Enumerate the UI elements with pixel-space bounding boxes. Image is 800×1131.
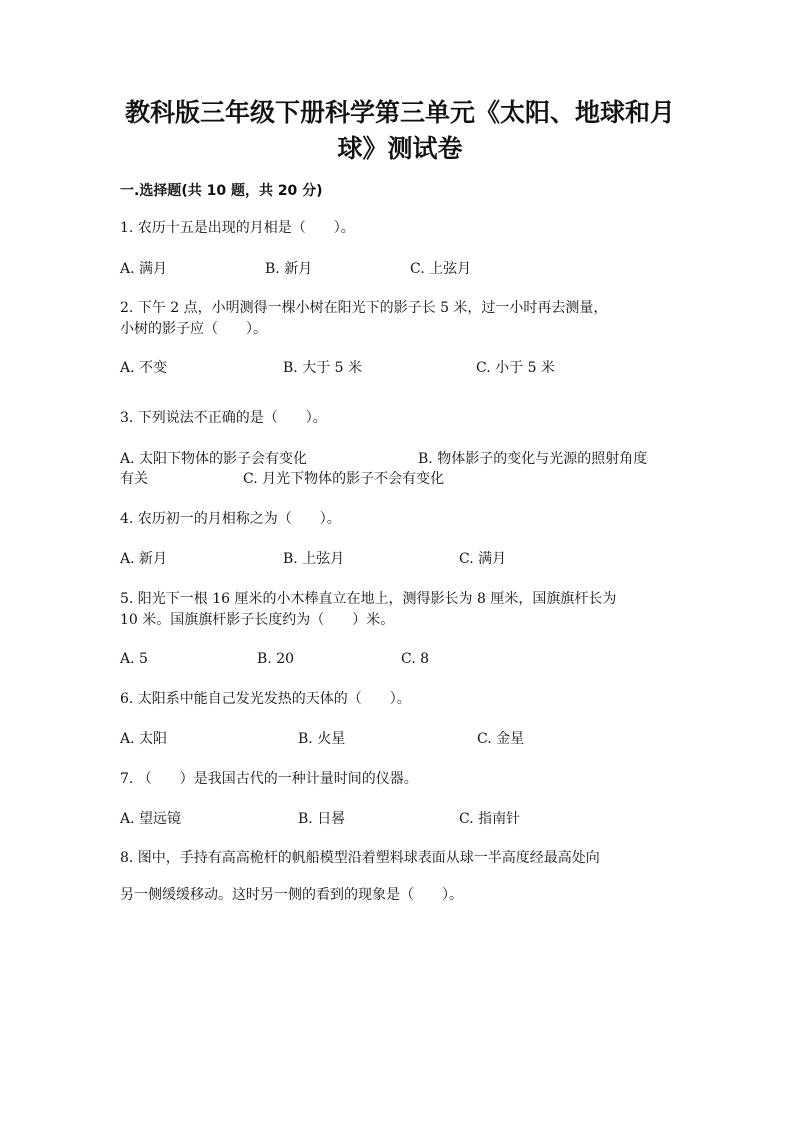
q4-option-a: A. 新月 [120, 551, 168, 567]
q1-option-a: A. 满月 [120, 261, 168, 277]
question-5-line-1: 5. 阳光下一根 16 厘米的小木棒直立在地上，测得影长为 8 厘米，国旗旗杆长为 [120, 591, 617, 607]
q3-option-a: A. 太阳下物体的影子会有变化 [120, 451, 308, 467]
q5-option-c: C. 8 [401, 651, 430, 667]
question-7: 7. （ ）是我国古代的一种计量时间的仪器。 [120, 771, 418, 787]
q2-option-b: B. 大于 5 米 [283, 360, 362, 376]
q3-option-b: B. 物体影子的变化与光源的照射角度 [418, 451, 648, 467]
question-1: 1. 农历十五是出现的月相是（ ）。 [120, 220, 355, 236]
question-8-line-2: 另一侧缓缓移动。这时另一侧的看到的现象是（ ）。 [120, 887, 463, 903]
q3-option-b-continued: 有关 [120, 471, 148, 487]
q1-option-c: C. 上弦月 [410, 261, 472, 277]
q2-option-a: A. 不变 [120, 360, 168, 376]
question-5-line-2: 10 米。国旗旗杆影子长度约为（ ）米。 [120, 612, 395, 628]
question-2-line-1: 2. 下午 2 点，小明测得一棵小树在阳光下的影子长 5 米，过一小时再去测量， [120, 300, 608, 316]
q6-option-b: B. 火星 [298, 731, 346, 747]
section-heading: 一.选择题(共 10 题，共 20 分) [120, 183, 323, 199]
question-4: 4. 农历初一的月相称之为（ ）。 [120, 511, 341, 527]
q6-option-c: C. 金星 [477, 731, 525, 747]
question-2-line-2: 小树的影子应（ ）。 [120, 321, 267, 337]
title-line-2: 球》测试卷 [337, 134, 463, 163]
q4-option-c: C. 满月 [459, 551, 507, 567]
q7-option-a: A. 望远镜 [120, 811, 182, 827]
q7-option-b: B. 日晷 [298, 811, 346, 827]
q5-option-b: B. 20 [257, 651, 295, 667]
question-6: 6. 太阳系中能自己发光发热的天体的（ ）。 [120, 691, 411, 707]
q3-option-c: C. 月光下物体的影子不会有变化 [243, 471, 445, 487]
q2-option-c: C. 小于 5 米 [476, 360, 555, 376]
q5-option-a: A. 5 [120, 651, 148, 667]
title-line-1: 教科版三年级下册科学第三单元《太阳、地球和月 [124, 98, 675, 127]
q4-option-b: B. 上弦月 [283, 551, 345, 567]
q7-option-c: C. 指南针 [459, 811, 521, 827]
page-title [100, 95, 700, 167]
question-3: 3. 下列说法不正确的是（ ）。 [120, 410, 327, 426]
q1-option-b: B. 新月 [265, 261, 313, 277]
q6-option-a: A. 太阳 [120, 731, 168, 747]
question-8-line-1: 8. 图中，手持有高高桅杆的帆船模型沿着塑料球表面从球一半高度经最高处向 [120, 850, 600, 866]
